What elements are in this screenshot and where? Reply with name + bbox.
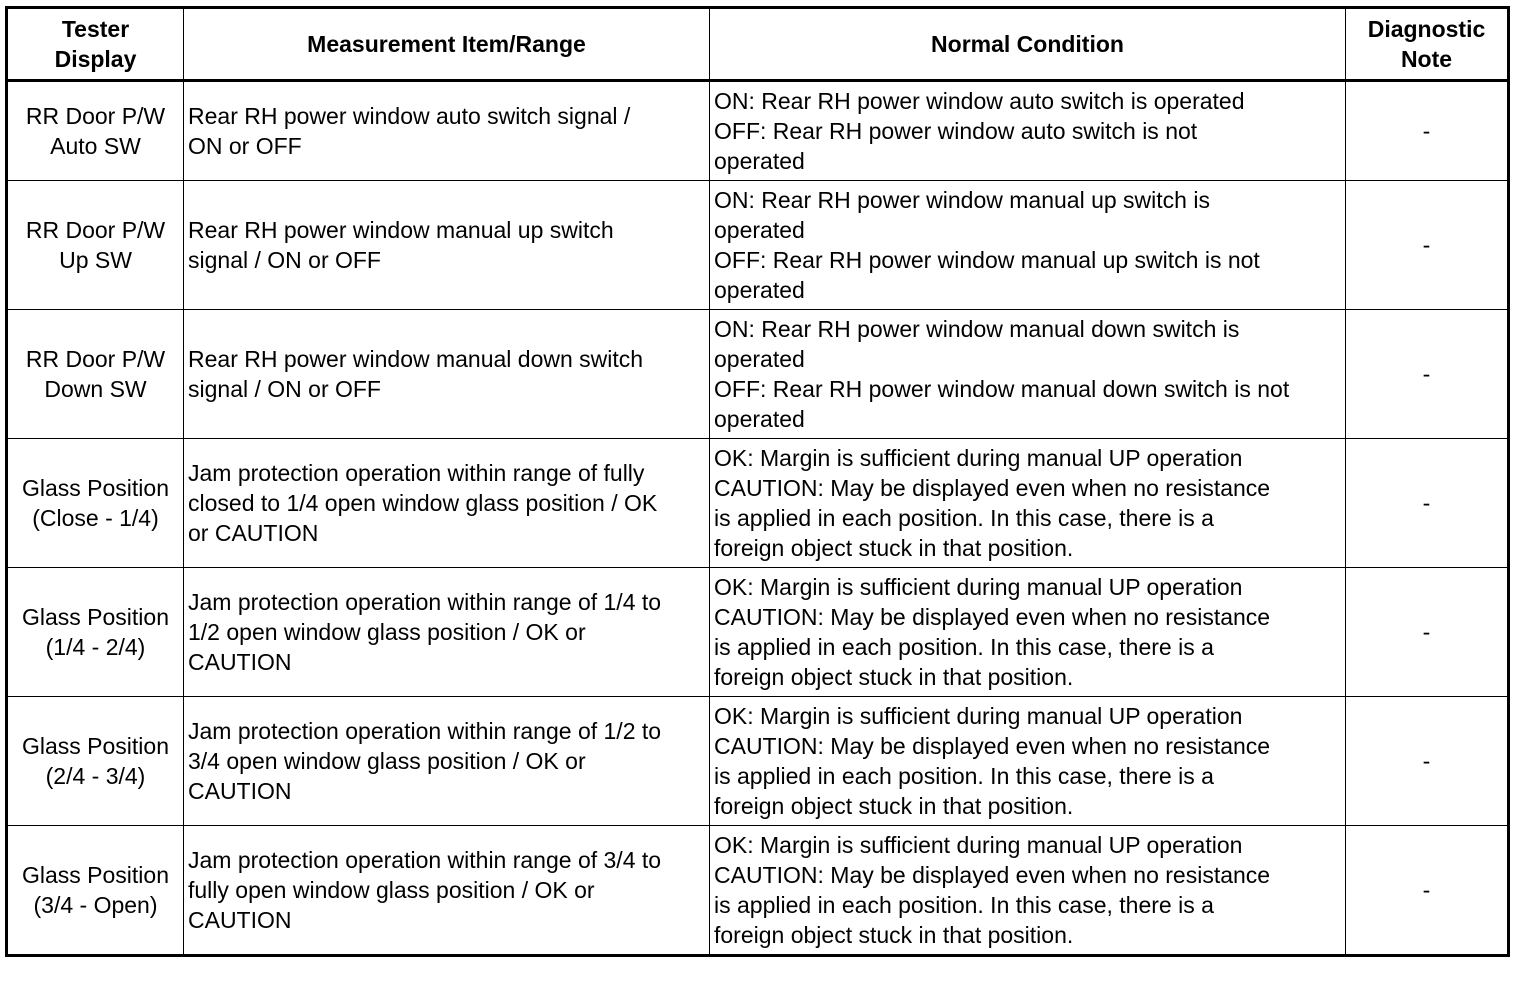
cell-line: CAUTION: May be displayed even when no resistance xyxy=(714,733,1271,759)
table-row xyxy=(7,181,1509,310)
cell-line: operated xyxy=(714,217,805,243)
cell-line: Up SW xyxy=(59,247,132,273)
cell-line: operated xyxy=(714,148,805,174)
cell-line: foreign object stuck in that position. xyxy=(714,922,1074,948)
cell-line: Glass Position xyxy=(21,475,169,501)
table-row xyxy=(7,310,1509,439)
cell-normal-condition xyxy=(710,439,1346,568)
cell-diagnostic-note: - xyxy=(1346,310,1509,439)
cell-normal-condition xyxy=(710,310,1346,439)
cell-line: closed to 1/4 open window glass position / OK xyxy=(188,490,658,516)
cell-line: (2/4 - 3/4) xyxy=(45,763,146,789)
cell-line: CAUTION xyxy=(188,907,292,933)
cell-diagnostic-note: - xyxy=(1346,826,1509,956)
table-header xyxy=(7,8,1509,81)
cell-line: is applied in each position. In this case, there is a xyxy=(714,892,1214,918)
cell-line: Jam protection operation within range of 3/4 to xyxy=(188,847,662,873)
cell-line: Rear RH power window manual up switch xyxy=(188,217,614,243)
cell-line: (3/4 - Open) xyxy=(33,892,158,918)
cell-tester-display xyxy=(7,81,184,181)
cell-line: 3/4 open window glass position / OK or xyxy=(188,748,586,774)
cell-line: OFF: Rear RH power window manual down switch is not xyxy=(714,376,1290,402)
cell-tester-display xyxy=(7,826,184,956)
table-row xyxy=(7,439,1509,568)
cell-tester-display xyxy=(7,181,184,310)
cell-line: foreign object stuck in that position. xyxy=(714,664,1074,690)
cell-line: Glass Position xyxy=(21,862,169,888)
cell-line: CAUTION xyxy=(188,649,292,675)
cell-line: foreign object stuck in that position. xyxy=(714,535,1074,561)
cell-line: ON: Rear RH power window auto switch is operated xyxy=(714,88,1245,114)
cell-line: ON: Rear RH power window manual up switch is xyxy=(714,187,1210,213)
cell-normal-condition xyxy=(710,826,1346,956)
cell-line: is applied in each position. In this case, there is a xyxy=(714,505,1214,531)
cell-line: Jam protection operation within range of 1/4 to xyxy=(188,589,662,615)
header-line: Note xyxy=(1400,46,1453,72)
table-row xyxy=(7,81,1509,181)
cell-line: signal / ON or OFF xyxy=(188,247,381,273)
cell-line: OK: Margin is sufficient during manual UP operation xyxy=(714,574,1243,600)
table-body xyxy=(7,81,1509,956)
cell-line: OFF: Rear RH power window manual up switch is not xyxy=(714,247,1260,273)
cell-tester-display xyxy=(7,697,184,826)
cell-line: CAUTION: May be displayed even when no resistance xyxy=(714,475,1271,501)
diagnostic-data-table xyxy=(5,6,1510,957)
cell-line: signal / ON or OFF xyxy=(188,376,381,402)
cell-line: is applied in each position. In this case, there is a xyxy=(714,763,1214,789)
cell-line: RR Door P/W xyxy=(25,103,166,129)
cell-line: OK: Margin is sufficient during manual UP operation xyxy=(714,445,1243,471)
cell-line: CAUTION: May be displayed even when no resistance xyxy=(714,604,1271,630)
cell-measurement xyxy=(184,826,710,956)
cell-line: (Close - 1/4) xyxy=(32,505,159,531)
cell-diagnostic-note: - xyxy=(1346,81,1509,181)
cell-line: operated xyxy=(714,406,805,432)
cell-diagnostic-note: - xyxy=(1346,439,1509,568)
cell-measurement xyxy=(184,81,710,181)
cell-line: Jam protection operation within range of 1/2 to xyxy=(188,718,662,744)
table-row xyxy=(7,826,1509,956)
table-row xyxy=(7,697,1509,826)
cell-measurement xyxy=(184,181,710,310)
cell-line: operated xyxy=(714,277,805,303)
cell-line: 1/2 open window glass position / OK or xyxy=(188,619,586,645)
header-measurement: Measurement Item/Range xyxy=(184,8,710,81)
cell-diagnostic-note: - xyxy=(1346,181,1509,310)
cell-line: OK: Margin is sufficient during manual UP operation xyxy=(714,703,1243,729)
cell-tester-display xyxy=(7,310,184,439)
cell-line: RR Door P/W xyxy=(25,217,166,243)
cell-measurement xyxy=(184,697,710,826)
cell-line: Glass Position xyxy=(21,604,169,630)
cell-line: is applied in each position. In this case, there is a xyxy=(714,634,1214,660)
cell-measurement xyxy=(184,310,710,439)
cell-line: RR Door P/W xyxy=(25,346,166,372)
header-diagnostic-note xyxy=(1346,8,1509,81)
cell-normal-condition xyxy=(710,568,1346,697)
cell-line: Down SW xyxy=(44,376,147,402)
cell-line: ON or OFF xyxy=(188,133,302,159)
cell-tester-display xyxy=(7,439,184,568)
cell-line: OFF: Rear RH power window auto switch is not xyxy=(714,118,1198,144)
cell-normal-condition xyxy=(710,81,1346,181)
cell-tester-display xyxy=(7,568,184,697)
header-line: Tester xyxy=(61,16,130,42)
cell-line: Auto SW xyxy=(50,133,141,159)
cell-line: Rear RH power window auto switch signal / xyxy=(188,103,631,129)
cell-line: Rear RH power window manual down switch xyxy=(188,346,644,372)
cell-line: CAUTION xyxy=(188,778,292,804)
cell-line: Jam protection operation within range of fully xyxy=(188,460,645,486)
cell-line: (1/4 - 2/4) xyxy=(45,634,146,660)
cell-normal-condition xyxy=(710,697,1346,826)
cell-diagnostic-note: - xyxy=(1346,568,1509,697)
cell-line: operated xyxy=(714,346,805,372)
cell-diagnostic-note: - xyxy=(1346,697,1509,826)
header-line: Diagnostic xyxy=(1367,16,1486,42)
cell-line: fully open window glass position / OK or xyxy=(188,877,595,903)
cell-line: CAUTION: May be displayed even when no resistance xyxy=(714,862,1271,888)
header-normal-condition: Normal Condition xyxy=(710,8,1346,81)
table-row xyxy=(7,568,1509,697)
cell-line: ON: Rear RH power window manual down switch is xyxy=(714,316,1240,342)
cell-measurement xyxy=(184,568,710,697)
header-tester-display xyxy=(7,8,184,81)
header-line: Display xyxy=(54,46,137,72)
cell-measurement xyxy=(184,439,710,568)
cell-normal-condition xyxy=(710,181,1346,310)
cell-line: or CAUTION xyxy=(188,520,319,546)
header-row xyxy=(7,8,1509,81)
cell-line: Glass Position xyxy=(21,733,169,759)
cell-line: foreign object stuck in that position. xyxy=(714,793,1074,819)
cell-line: OK: Margin is sufficient during manual UP operation xyxy=(714,832,1243,858)
